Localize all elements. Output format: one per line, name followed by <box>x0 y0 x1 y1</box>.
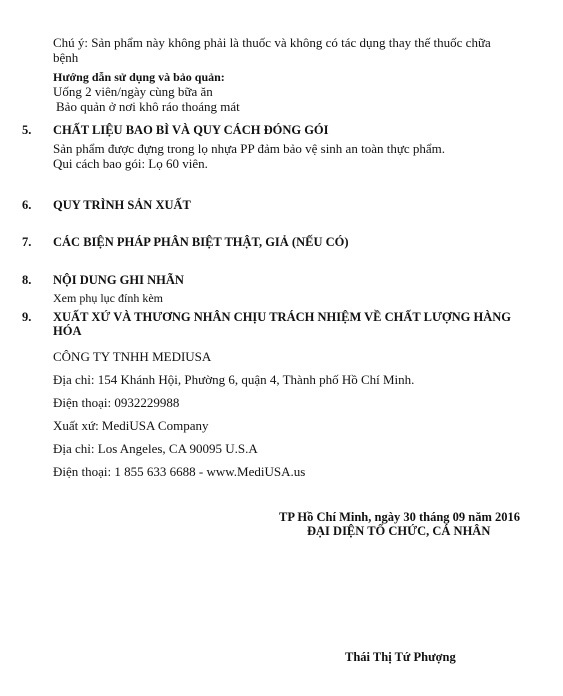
section-7-number: 7. <box>22 235 32 249</box>
origin: Xuất xứ: MediUSA Company <box>53 418 209 433</box>
section-9-number: 9. <box>22 310 32 324</box>
usage-block <box>53 71 553 115</box>
note-line-1: Chú ý: Sản phẩm này không phải là thuốc và không có tác dụng thay thế thuốc chữa <box>53 35 491 50</box>
origin-address: Địa chỉ: Los Angeles, CA 90095 U.S.A <box>53 441 258 456</box>
company-phone: Điện thoại: 0932229988 <box>53 395 180 410</box>
signature-role: ĐẠI DIỆN TỔ CHỨC, CÁ NHÂN <box>307 524 491 538</box>
company-address: Địa chỉ: 154 Khánh Hội, Phường 6, quận 4, Thành phố Hồ Chí Minh. <box>53 372 415 387</box>
section-8-number: 8. <box>22 273 32 287</box>
section-6-title: QUY TRÌNH SẢN XUẤT <box>53 198 191 212</box>
section-6-number: 6. <box>22 198 32 212</box>
company-name: CÔNG TY TNHH MEDIUSA <box>53 349 212 364</box>
section-5-number: 5. <box>22 123 32 137</box>
note-line-2: bệnh <box>53 49 79 65</box>
section-5-line-1: Sản phẩm được đựng trong lọ nhựa PP đảm bảo vệ sinh an toàn thực phẩm. <box>53 141 446 156</box>
section-8-line-1: Xem phụ lục đính kèm <box>53 291 163 305</box>
origin-phone: Điện thoại: 1 855 633 6688 - www.MediUSA.us <box>53 464 306 479</box>
usage-storage: Bảo quản ở nơi khô ráo thoáng mát <box>56 98 240 114</box>
section-8-title: NỘI DUNG GHI NHÃN <box>53 273 184 287</box>
section-5-title: CHẤT LIỆU BAO BÌ VÀ QUY CÁCH ĐÓNG GÓI <box>53 123 329 137</box>
section-9-body <box>53 345 553 483</box>
section-7-title: CÁC BIỆN PHÁP PHÂN BIỆT THẬT, GIẢ (NẾU CÓ) <box>53 235 349 249</box>
usage-dosage: Uống 2 viên/ngày cùng bữa ăn <box>53 83 213 99</box>
signature-name: Thái Thị Tứ Phượng <box>345 650 456 664</box>
section-9-title-line-2: HÓA <box>53 324 82 339</box>
section-9-title <box>53 310 511 339</box>
note-block <box>53 36 553 66</box>
usage-heading: Hướng dẫn sử dụng và bảo quản: <box>53 70 225 84</box>
signature-date-line: TP Hồ Chí Minh, ngày 30 tháng 09 năm 2016 <box>279 510 521 524</box>
section-9-title-line-1: XUẤT XỨ VÀ THƯƠNG NHÂN CHỊU TRÁCH NHIỆM VỀ CHẤT LƯỢNG HÀNG <box>53 310 512 324</box>
section-5-body <box>53 142 553 172</box>
section-5-line-2: Qui cách bao gói: Lọ 60 viên. <box>53 155 208 171</box>
